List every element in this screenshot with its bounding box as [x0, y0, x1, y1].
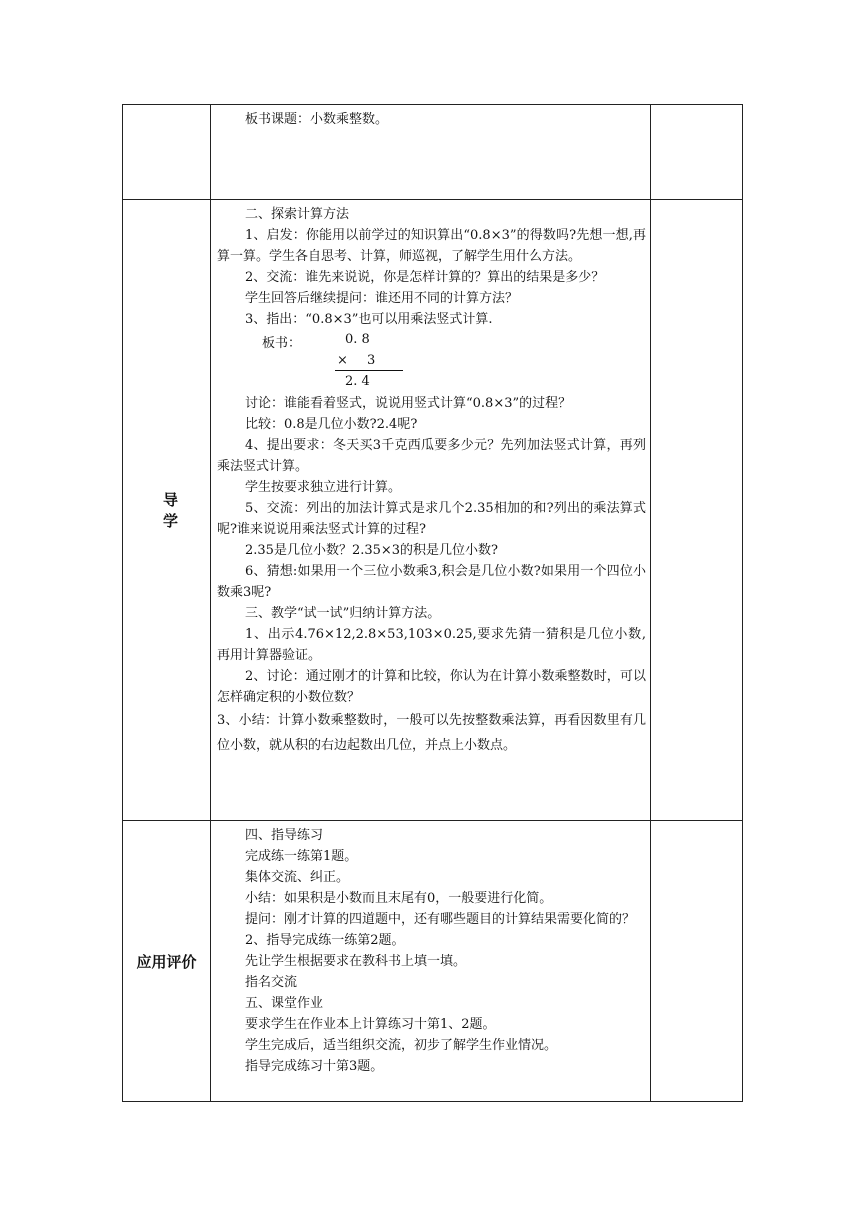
paragraph: 2、交流：谁先来说说，你是怎样计算的？算出的结果是多少？ [245, 270, 605, 285]
paragraph: 学生回答后继续提问：谁还用不同的计算方法？ [245, 291, 519, 306]
paragraph: 5、交流：列出的加法计算式是求几个2.35相加的和?列出的乘法算式呢?谁来说说用乘法竖式计算的过程? [217, 501, 646, 537]
paragraph: 要求学生在作业本上计算练习十第1、2题。 [245, 1017, 496, 1032]
calc-result: 2. 4 [345, 374, 370, 389]
paragraph: 1、出示4.76×12,2.8×53,103×0.25,要求先猜一猜积是几位小数,再用计算器验证。 [217, 627, 646, 663]
lesson-plan-table [122, 104, 743, 1102]
note-cell [651, 200, 743, 821]
content-cell-guided-learning [211, 200, 651, 821]
paragraph: 比较：0.8是几位小数?2.4呢? [245, 417, 418, 432]
paragraph: 提问：刚才计算的四道题中，还有哪些题目的计算结果需要化简的？ [245, 912, 636, 927]
table-row-board-title [123, 105, 743, 200]
paragraph: 讨论：谁能看着竖式，说说用竖式计算“0.8×3”的过程？ [245, 396, 572, 411]
paragraph: 2、指导完成练一练第2题。 [245, 933, 405, 948]
paragraph: 学生完成后，适当组织交流，初步了解学生作业情况。 [245, 1038, 558, 1053]
paragraph: 先让学生根据要求在教科书上填一填。 [245, 954, 467, 969]
paragraph: 4、提出要求：冬天买3千克西瓜要多少元？先列加法竖式计算，再列乘法竖式计算。 [217, 438, 646, 474]
table-row-guided-learning [123, 200, 743, 821]
vertical-calculation [217, 330, 646, 393]
paragraph: 6、猜想:如果用一个三位小数乘3,积会是几位小数?如果用一个四位小数乘3呢? [217, 564, 646, 600]
calc-top-number: 0. 8 [345, 332, 370, 347]
paragraph: 学生按要求独立进行计算。 [245, 480, 402, 495]
content-cell-application [211, 821, 651, 1102]
section-heading: 四、指导练习 [245, 828, 324, 843]
paragraph: 完成练一练第1题。 [245, 849, 358, 864]
row-label-empty [123, 105, 211, 200]
content-cell-board-title [211, 105, 651, 200]
board-title-line: 板书课题：小数乘整数。 [245, 112, 389, 127]
calc-times-sign: × [337, 353, 348, 368]
row-label-application: 应用评价 [123, 821, 211, 1102]
paragraph-summary: 3、小结：计算小数乘整数时，一般可以先按整数乘法算，再看因数里有几位小数，就从积的右边起数出几位，并点上小数点。 [217, 713, 646, 753]
note-cell [651, 105, 743, 200]
paragraph: 小结：如果积是小数而且末尾有0，一般要进行化简。 [245, 891, 553, 906]
paragraph: 3、指出：“0.8×3”也可以用乘法竖式计算. [245, 312, 493, 327]
paragraph: 指导完成练习十第3题。 [245, 1059, 384, 1074]
section-heading: 五、课堂作业 [245, 996, 324, 1011]
calc-multiplier: 3 [367, 353, 376, 368]
calc-label: 板书： [262, 336, 302, 351]
table-row-application [123, 821, 743, 1102]
paragraph: 2.35是几位小数？2.35×3的积是几位小数? [245, 543, 499, 558]
paragraph: 2、讨论：通过刚才的计算和比较，你认为在计算小数乘整数时，可以怎样确定积的小数位数？ [217, 669, 646, 705]
paragraph: 指名交流 [245, 975, 298, 990]
calc-underline [335, 370, 403, 371]
section-heading: 二、探索计算方法 [245, 207, 350, 222]
paragraph: 三、教学“试一试”归纳计算方法。 [245, 606, 441, 621]
note-cell [651, 821, 743, 1102]
paragraph: 1、启发：你能用以前学过的知识算出“0.8×3”的得数吗?先想一想,再算一算。学生各自思考、计算，师巡视，了解学生用什么方法。 [217, 228, 646, 264]
paragraph: 集体交流、纠正。 [245, 870, 350, 885]
row-label-guided-learning: 导学 [123, 200, 211, 821]
